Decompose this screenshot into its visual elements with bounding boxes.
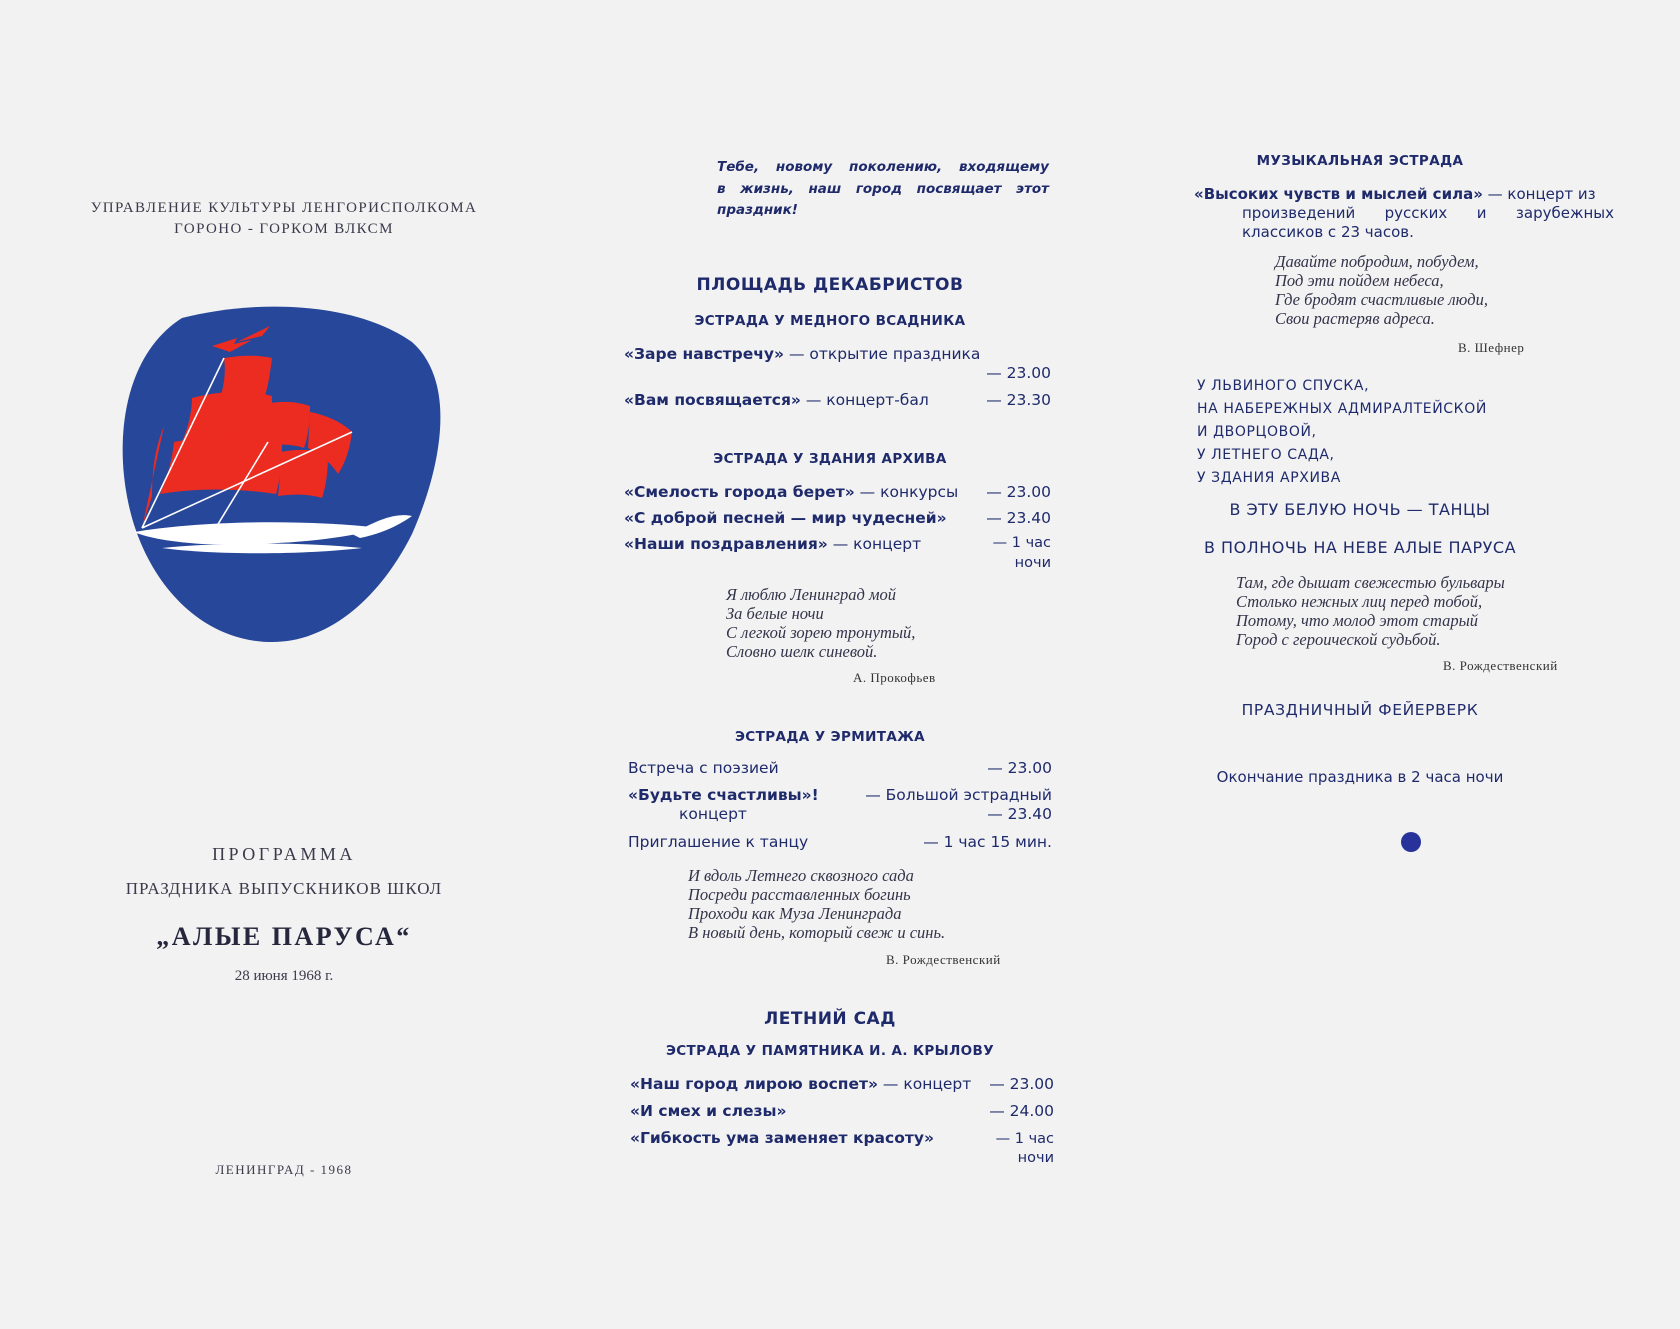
poem-line: Где бродят счастливые люди, [1275,290,1488,309]
cover-title: „АЛЫЕ ПАРУСА“ [156,922,412,951]
event-time: — 23.00 [987,759,1052,777]
event-row [630,1102,787,1120]
event-name: «Заре навстречу» [624,345,785,363]
event-desc: — концерт [878,1075,972,1093]
event-row [624,345,980,363]
poem-line: И вдоль Летнего сквозного сада [688,866,914,885]
event-name: «Смелость города берет» [624,483,855,501]
poem-line: Столько нежных лиц перед тобой, [1236,592,1483,611]
poem-line: Город с героической судьбой. [1236,630,1441,649]
event-row [630,1075,971,1093]
event-row [624,535,921,553]
poem-line: За белые ночи [726,604,824,623]
event-time: — 23.00 [989,1075,1054,1093]
poem-line: Я люблю Ленинград мой [726,585,896,604]
concert-block [1194,185,1614,242]
event-row [630,1129,934,1147]
stage-title-hermitage: ЭСТРАДА У ЭРМИТАЖА [734,729,925,745]
poem-line: Там, где дышат свежестью бульвары [1236,573,1505,592]
event-time: — 1 час [995,1131,1054,1147]
event-name: «С доброй песней — мир чудесней» [624,509,947,527]
place-item: НА НАБЕРЕЖНЫХ АДМИРАЛТЕЙСКОЙ [1197,401,1487,417]
poem-line: Посреди расставленных богинь [688,885,911,904]
event-time-note: ночи [1017,1150,1054,1166]
dedication-line: в жизнь, наш город посвящает этот [717,180,1049,197]
event-desc: — конкурсы [854,483,959,501]
dedication [717,157,1049,222]
poem-rozhdestvensky-2 [1236,573,1505,649]
poem-line: Давайте побродим, побудем, [1275,252,1479,271]
event-desc: — концерт-бал [800,391,929,409]
place-item: И ДВОРЦОВОЙ, [1197,424,1317,440]
event-time: — 23.40 [986,509,1051,527]
poem-line: Потому, что молод этот старый [1236,611,1479,630]
event-name: «Вам посвящается» [624,391,801,409]
event-name: «Гибкость ума заменяет красоту» [630,1129,934,1147]
event-time: — 24.00 [989,1102,1054,1120]
poem-author: В. Рождественский [886,952,1001,967]
concert-line-3: классиков с 23 часов. [1242,223,1414,241]
event-row [624,483,958,501]
cover-date: 28 июня 1968 г. [234,968,334,984]
event-row [628,786,1052,804]
poem-line: Словно шелк синевой. [726,642,878,661]
event-name: «Наш город лирою воспет» [630,1075,878,1093]
poem-line: Проходи как Муза Ленинграда [688,904,902,923]
dance-places [1197,375,1487,490]
event-row [624,509,947,527]
concert-line-2: произведений русских и зарубежных [1242,204,1614,222]
scarlet-sails-heading: В ПОЛНОЧЬ НА НЕВЕ АЛЫЕ ПАРУСА [1203,538,1517,557]
event-row [628,833,808,851]
event-time: — 23.40 [987,805,1052,823]
section-title-decembrists-square: ПЛОЩАДЬ ДЕКАБРИСТОВ [696,275,964,295]
event-row [628,759,779,777]
event-desc: — Большой эстрадный [865,786,1052,804]
stage-title-archive: ЭСТРАДА У ЗДАНИЯ АРХИВА [713,451,947,467]
event-time: — 23.30 [986,391,1051,409]
event-name: Приглашение к танцу [628,833,809,851]
section-title-music-stage: МУЗЫКАЛЬНАЯ ЭСТРАДА [1256,153,1464,169]
event-desc-continued: концерт [679,805,747,823]
event-desc: — открытие праздника [784,345,981,363]
dedication-line: праздник! [717,202,798,218]
stage-title-bronze-horseman: ЭСТРАДА У МЕДНОГО ВСАДНИКА [694,313,966,329]
event-name: Встреча с поэзией [628,759,779,777]
event-time: — 1 час [992,535,1051,551]
section-title-summer-garden: ЛЕТНИЙ САД [764,1009,896,1029]
event-desc: — концерт [827,535,922,553]
poem-author: В. Рождественский [1443,658,1558,673]
place-item: У ЗДАНИЯ АРХИВА [1197,470,1341,486]
scarlet-sails-ship-emblem [112,296,458,648]
poem-author: А. Прокофьев [853,670,936,685]
cover-footer: ЛЕНИНГРАД - 1968 [215,1162,353,1177]
place-item: У ЛЬВИНОГО СПУСКА, [1197,378,1370,394]
organization-line-1: УПРАВЛЕНИЕ КУЛЬТУРЫ ЛЕНГОРИСПОЛКОМА [90,200,478,216]
fireworks-heading: ПРАЗДНИЧНЫЙ ФЕЙЕРВЕРК [1241,701,1479,719]
poem-shefner [1275,252,1488,328]
event-name: «И смех и слезы» [630,1102,787,1120]
event-name: «Будьте счастливы»! [628,786,819,804]
dedication-line: Тебе, новому поколению, входящему [717,159,1049,175]
event-time: — 23.00 [986,364,1051,382]
poem-line: Свои растеряв адреса. [1275,309,1435,328]
poem-line: В новый день, который свеж и синь. [688,923,946,942]
event-time-note: ночи [1014,555,1051,571]
bullet-dot-icon [1400,831,1422,853]
place-item: У ЛЕТНЕГО САДА, [1197,447,1335,463]
event-row [624,391,929,409]
event-name: «Наши поздравления» [624,535,828,553]
poem-line: С легкой зорею тронутый, [726,623,916,642]
ending-note: Окончание праздника в 2 часа ночи [1216,768,1504,786]
event-time: — 1 час 15 мин. [923,833,1052,851]
program-heading: ПРОГРАММА [212,844,356,864]
poem-prokofiev [726,585,915,661]
concert-name: «Высоких чувств и мыслей сила» [1194,185,1483,203]
poem-rozhdestvensky-1 [688,866,945,942]
organization-line-2: ГОРОНО - ГОРКОМ ВЛКСМ [174,221,394,237]
concert-line-1 [1194,185,1614,204]
stage-title-krylov: ЭСТРАДА У ПАМЯТНИКА И. А. КРЫЛОВУ [665,1043,995,1059]
program-subtitle: ПРАЗДНИКА ВЫПУСКНИКОВ ШКОЛ [125,879,443,898]
event-time: — 23.00 [986,483,1051,501]
poem-author: В. Шефнер [1458,340,1525,355]
poem-line: Под эти пойдем небеса, [1275,271,1444,290]
dance-heading: В ЭТУ БЕЛУЮ НОЧЬ — ТАНЦЫ [1229,500,1491,519]
concert-desc: — концерт из [1482,185,1596,203]
